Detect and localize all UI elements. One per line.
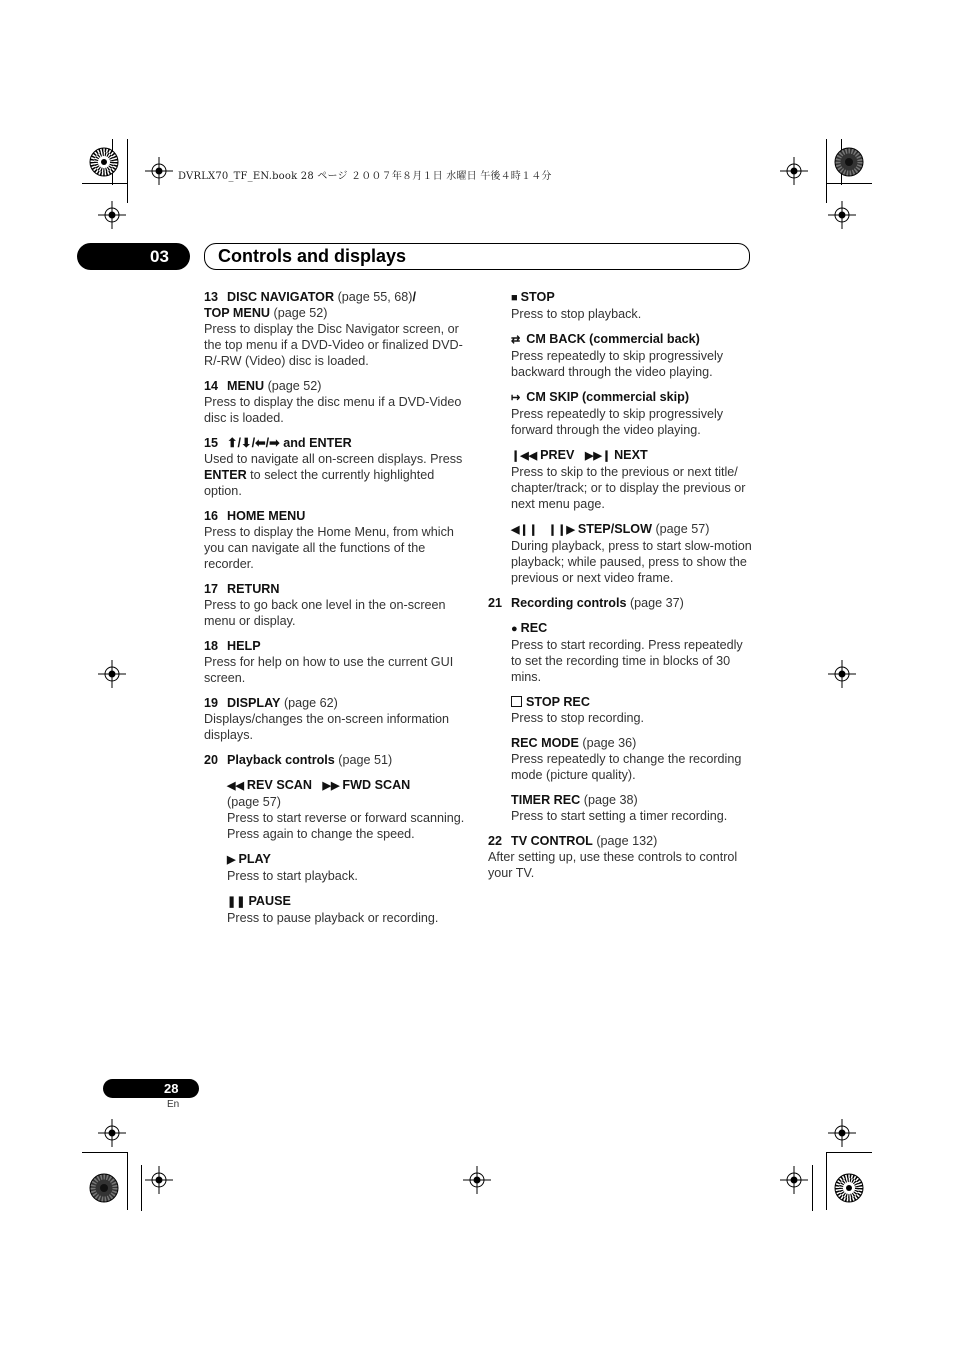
item-title: RETURN [227,582,280,596]
item-number: 19 [204,696,219,710]
subitem-timer-rec [511,792,754,824]
item-number: 18 [204,639,219,653]
subitem-scan [227,777,470,842]
chapter-title-box [204,243,750,270]
subitem-title: REV SCAN [246,778,312,792]
subitem-description: Press to start playback. [227,869,358,883]
record-icon: ● [511,623,518,635]
item-18 [204,638,470,686]
item-number: 20 [204,753,219,767]
starburst-mark-icon [89,1173,119,1203]
page-ref: (page 52) [267,379,322,393]
item-title: ⬆/⬇/⬅/➡ and ENTER [227,436,352,450]
fast-forward-icon: ▶▶ [322,780,340,792]
item-title: HELP [227,639,261,653]
registration-mark-icon [828,660,856,688]
registration-mark-icon [780,1166,808,1194]
registration-mark-icon [463,1166,491,1194]
crop-mark [127,1152,128,1210]
subitem-description: Press to stop playback. [511,307,642,321]
item-title: Playback controls [227,753,335,767]
desc-part: Used to navigate all on-screen displays. Press [204,452,463,466]
page-ref: (page 36) [582,736,637,750]
subitem-title: REC [520,621,548,635]
subitem-description: Press to start recording. Press repeatedly to set the recording time in blocks of 30 mins. [511,638,743,684]
crop-mark [141,1165,142,1211]
page-ref: (page 37) [629,596,684,610]
item-title: TV CONTROL [511,834,593,848]
starburst-mark-icon [89,147,119,177]
next-icon: ▶▶❙ [584,450,612,462]
item-title: HOME MENU [227,509,306,523]
item-description: After setting up, use these controls to control your TV. [488,850,738,880]
desc-bold: ENTER [204,468,247,482]
page-ref: (page 132) [596,834,658,848]
subitem-description: Press to stop recording. [511,711,644,725]
registration-mark-icon [98,660,126,688]
item-number: 16 [204,509,219,523]
subitem-description: Press to start reverse or forward scanning. Press again to change the speed. [227,811,465,841]
subitem-title: CM BACK (commercial back) [526,332,700,346]
subitem-prev-next [511,447,754,512]
right-column [488,289,754,890]
page-language: En [167,1099,180,1110]
item-number: 13 [204,290,219,304]
subitem-stop-rec [511,694,754,726]
registration-mark-icon [145,157,173,185]
stop-icon: ■ [511,292,518,304]
registration-mark-icon [145,1166,173,1194]
step-forward-icon: ❙❙▶ [547,524,575,536]
pause-icon: ❚❚ [227,896,246,908]
page-ref: (page 57) [227,795,281,809]
subitem-pause [227,893,470,926]
subitem-description: Press to skip to the previous or next title/ chapter/track; or to display the previous or next menu page. [511,465,746,511]
item-17 [204,581,470,629]
page-ref: (page 38) [583,793,638,807]
cm-back-icon: ⇄ [511,334,521,346]
starburst-mark-icon [834,147,864,177]
crop-mark [826,1152,827,1210]
subitem-description: Press to pause playback or recording. [227,911,439,925]
item-20 [204,752,470,768]
item-14 [204,378,470,426]
subitem-title: PREV [540,448,575,462]
subitem-title: STOP REC [526,695,590,709]
subitem-description: Press repeatedly to change the recording mode (picture quality). [511,752,742,782]
subitem-title: REC MODE [511,736,579,750]
subitem-title: STOP [520,290,555,304]
subitem-description: Press to start setting a timer recording. [511,809,728,823]
registration-mark-icon [98,201,126,229]
item-16 [204,508,470,572]
item-description: Press to display the disc menu if a DVD-Video disc is loaded. [204,395,462,425]
item-description [204,451,470,499]
subitem-cm-skip [511,389,754,438]
subitem-title: PLAY [238,852,271,866]
crop-mark [826,183,872,184]
subitem-title: TIMER REC [511,793,581,807]
registration-mark-icon [828,201,856,229]
item-number: 21 [488,596,503,610]
crop-mark [82,183,128,184]
left-column [204,289,470,935]
item-description: Press to display the Home Menu, from which you can navigate all the functions of the recorder. [204,525,454,571]
subitem-title: STEP/SLOW [577,522,652,536]
crop-mark [127,139,128,203]
crop-mark [826,139,827,203]
item-number: 22 [488,834,503,848]
registration-mark-icon [98,1119,126,1147]
previous-icon: ❙◀◀ [511,450,538,462]
registration-mark-icon [780,157,808,185]
chapter-number: 03 [150,247,169,266]
cm-skip-icon: ↦ [511,392,521,404]
item-number: 15 [204,436,219,450]
subitem-cm-back [511,331,754,380]
rewind-icon: ◀◀ [227,780,244,792]
subitem-rec [511,620,754,685]
play-icon: ▶ [227,854,236,866]
step-back-icon: ◀❙❙ [511,524,538,536]
crop-mark [82,1152,128,1153]
item-description: Press for help on how to use the current GUI screen. [204,655,454,685]
page-number: 28 [164,1081,179,1096]
page-ref: (page 52) [273,306,328,320]
item-22 [488,833,754,881]
page-ref: (page 51) [338,753,393,767]
registration-mark-icon [828,1119,856,1147]
chapter-title: Controls and displays [218,246,407,266]
item-description: Press to display the Disc Navigator screen, or the top menu if a DVD-Video or finalized DVD-R/-RW (Video) disc is loaded. [204,322,463,368]
page-ref: (page 57) [655,522,710,536]
subitem-step-slow [511,521,754,586]
desc-part: to select the currently highlighted option. [204,468,435,498]
item-title: DISPLAY [227,696,281,710]
item-title-2: TOP MENU [204,306,271,320]
page-ref: (page 55, 68) [337,290,413,304]
subitem-play [227,851,470,884]
subitem-stop [511,289,754,322]
item-number: 14 [204,379,219,393]
item-15 [204,435,470,499]
subitem-title-2: NEXT [614,448,648,462]
subitem-title: PAUSE [248,894,291,908]
item-title: DISC NAVIGATOR [227,290,335,304]
item-description: Displays/changes the on-screen information displays. [204,712,450,742]
crop-mark [812,1165,813,1211]
item-title: MENU [227,379,265,393]
starburst-mark-icon [834,1173,864,1203]
crop-mark [826,1152,872,1153]
slash: / [412,290,416,304]
page-ref: (page 62) [283,696,338,710]
subitem-title: CM SKIP (commercial skip) [526,390,690,404]
subitem-description: During playback, press to start slow-motion playback; while paused, press to show the previous or next video frame. [511,539,752,585]
item-title: Recording controls [511,596,627,610]
print-header-info: DVRLX70_TF_EN.book 28 ページ ２００７年８月１日 水曜日 午後４時１４分 [178,171,552,182]
item-21 [488,595,754,611]
subitem-title-2: FWD SCAN [342,778,411,792]
item-number: 17 [204,582,219,596]
item-19 [204,695,470,743]
subitem-description: Press repeatedly to skip progressively forward through the video playing. [511,407,724,437]
subitem-description: Press repeatedly to skip progressively backward through the video playing. [511,349,724,379]
stop-rec-icon [511,696,522,707]
item-description: Press to go back one level in the on-screen menu or display. [204,598,446,628]
subitem-rec-mode [511,735,754,783]
item-13 [204,289,470,369]
